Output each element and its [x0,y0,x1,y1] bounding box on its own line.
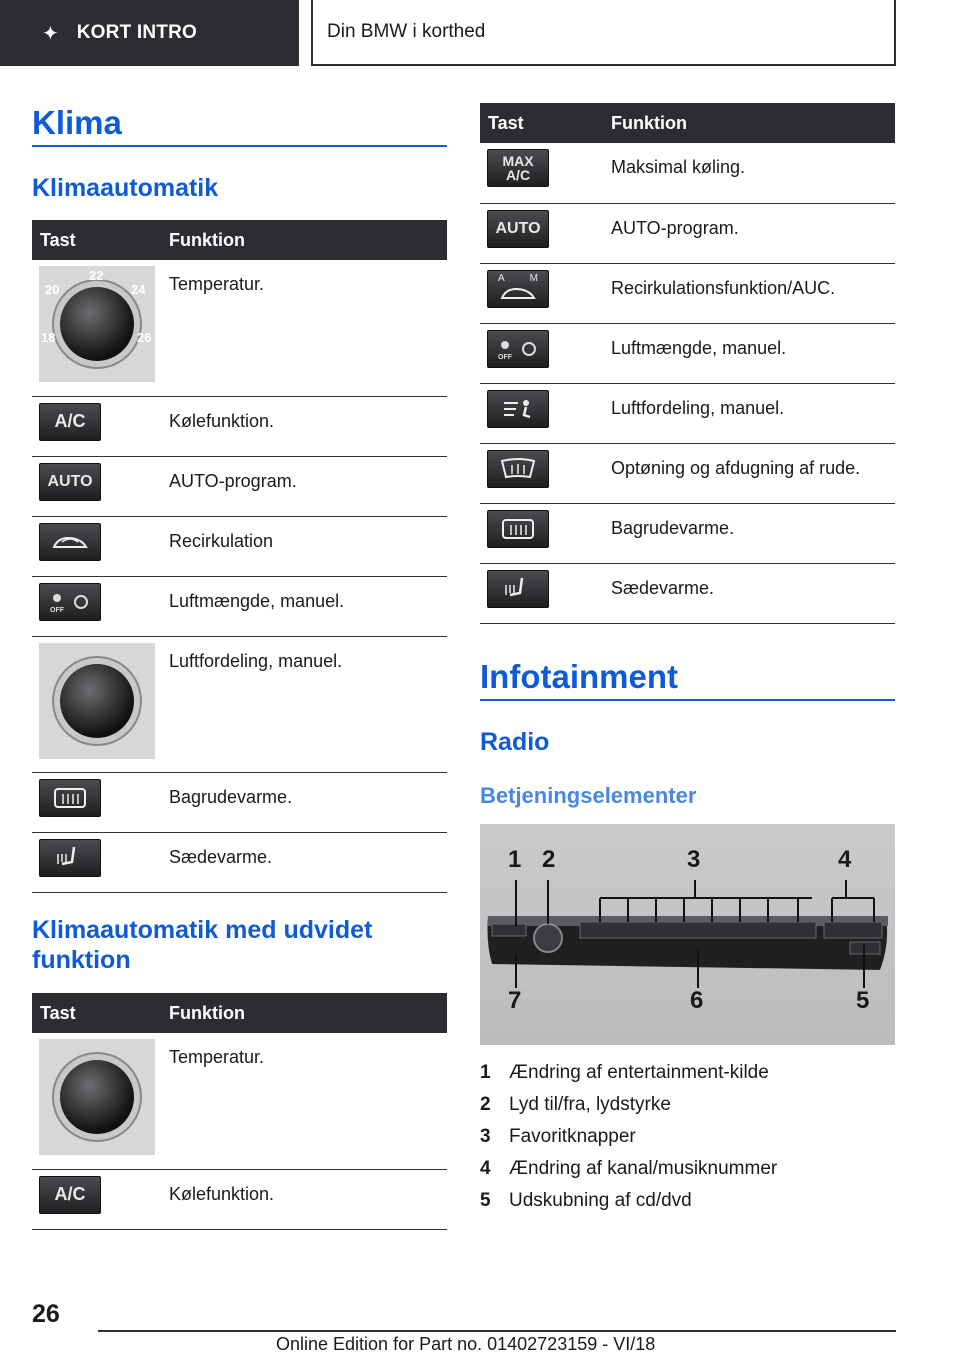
callout-7: 7 [508,987,522,1014]
list-item: 5 Udskubning af cd/dvd [480,1190,692,1211]
klimaautomatik-table [32,220,447,893]
recirculation-auc-icon: A M [487,270,549,308]
temperature-knob-icon: 22 20 24 18 26 [39,266,155,382]
recirculation-icon [39,523,101,561]
heading-rule [480,699,895,701]
heading-klimaautomatik-udvidet: Klimaautomatik med udvidet funktion [32,916,373,974]
table-row: OFF Luftmængde, manuel. [32,576,447,636]
heading-klima: Klima [32,104,122,141]
callout-1: 1 [508,846,522,873]
table-row: OFF Luftmængde, manuel. [480,323,895,383]
auto-button-icon: AUTO [39,463,101,501]
rear-defrost-icon [487,510,549,548]
table-row: Optøning og afdugning af rude. [480,443,895,503]
callout-5: 5 [856,987,870,1014]
list-item: 2 Lyd til/fra, lydstyrke [480,1094,671,1115]
fan-icon [487,330,549,368]
chapter-title: Din BMW i korthed [311,0,896,66]
callout-6: 6 [690,987,704,1014]
footer-edition: Online Edition for Part no. 01402723159 - VI/18 [276,1334,656,1354]
col-header-function: Funktion [161,993,447,1033]
heading-klimaautomatik: Klimaautomatik [32,174,219,202]
air-distribution-knob-icon [39,643,155,759]
list-item: 1 Ændring af entertainment-kilde [480,1062,769,1083]
fan-icon [39,583,101,621]
windshield-defrost-icon [487,450,549,488]
table-row: Bagrudevarme. [32,772,447,832]
svg-text:OFF: OFF [498,353,512,361]
rear-defrost-icon [39,779,101,817]
heading-infotainment: Infotainment [480,658,678,695]
klimaautomatik-udvidet-table [32,993,447,1230]
radio-controls-image [480,824,895,1045]
col-header-key: Tast [32,220,161,260]
temperature-knob-icon [39,1039,155,1155]
heading-betjeningselementer: Betjeningselementer [480,783,697,808]
auto-button-icon: AUTO [487,210,549,248]
callout-3: 3 [687,846,701,873]
air-distribution-icon [487,390,549,428]
table-row: Bagrudevarme. [480,503,895,563]
star-icon: ✦ [42,22,59,45]
table-row: Luftfordeling, manuel. [32,636,447,772]
table-row: A M Recirkulationsfunktion/AUC. [480,263,895,323]
list-item: 3 Favoritknapper [480,1126,636,1147]
heading-rule [32,145,447,147]
seat-heating-icon [487,570,549,608]
max-ac-button-icon: MAX A/C [487,149,549,187]
table-row: Temperatur. [32,1033,447,1169]
klima-continued-table [480,103,895,624]
table-row: Sædevarme. [480,563,895,623]
table-row: MAX A/C Maksimal køling. [480,143,895,203]
table-row: AUTO AUTO-program. [32,456,447,516]
page-number: 26 [32,1300,60,1328]
seat-heating-icon [39,839,101,877]
radio-legend [480,1057,777,1217]
footer-rule [98,1330,896,1332]
table-row: Recirkulation [32,516,447,576]
list-item: 4 Ændring af kanal/musiknummer [480,1158,778,1179]
section-tab-label: KORT INTRO [76,22,197,43]
col-header-function: Funktion [161,220,447,260]
table-row: Luftfordeling, manuel. [480,383,895,443]
callout-2: 2 [542,846,556,873]
ac-button-icon: A/C [39,403,101,441]
callout-4: 4 [838,846,852,873]
svg-text:OFF: OFF [50,606,64,614]
col-header-function: Funktion [603,103,895,143]
section-tab[interactable] [0,0,299,66]
ac-button-icon: A/C [39,1176,101,1214]
col-header-key: Tast [480,103,603,143]
table-row: Sædevarme. [32,832,447,892]
table-row: AUTO AUTO-program. [480,203,895,263]
table-row: 22 20 24 18 26 Temperatur. [32,260,447,396]
table-row: A/C Kølefunktion. [32,396,447,456]
table-row: A/C Kølefunktion. [32,1169,447,1229]
heading-radio: Radio [480,728,550,756]
col-header-key: Tast [32,993,161,1033]
